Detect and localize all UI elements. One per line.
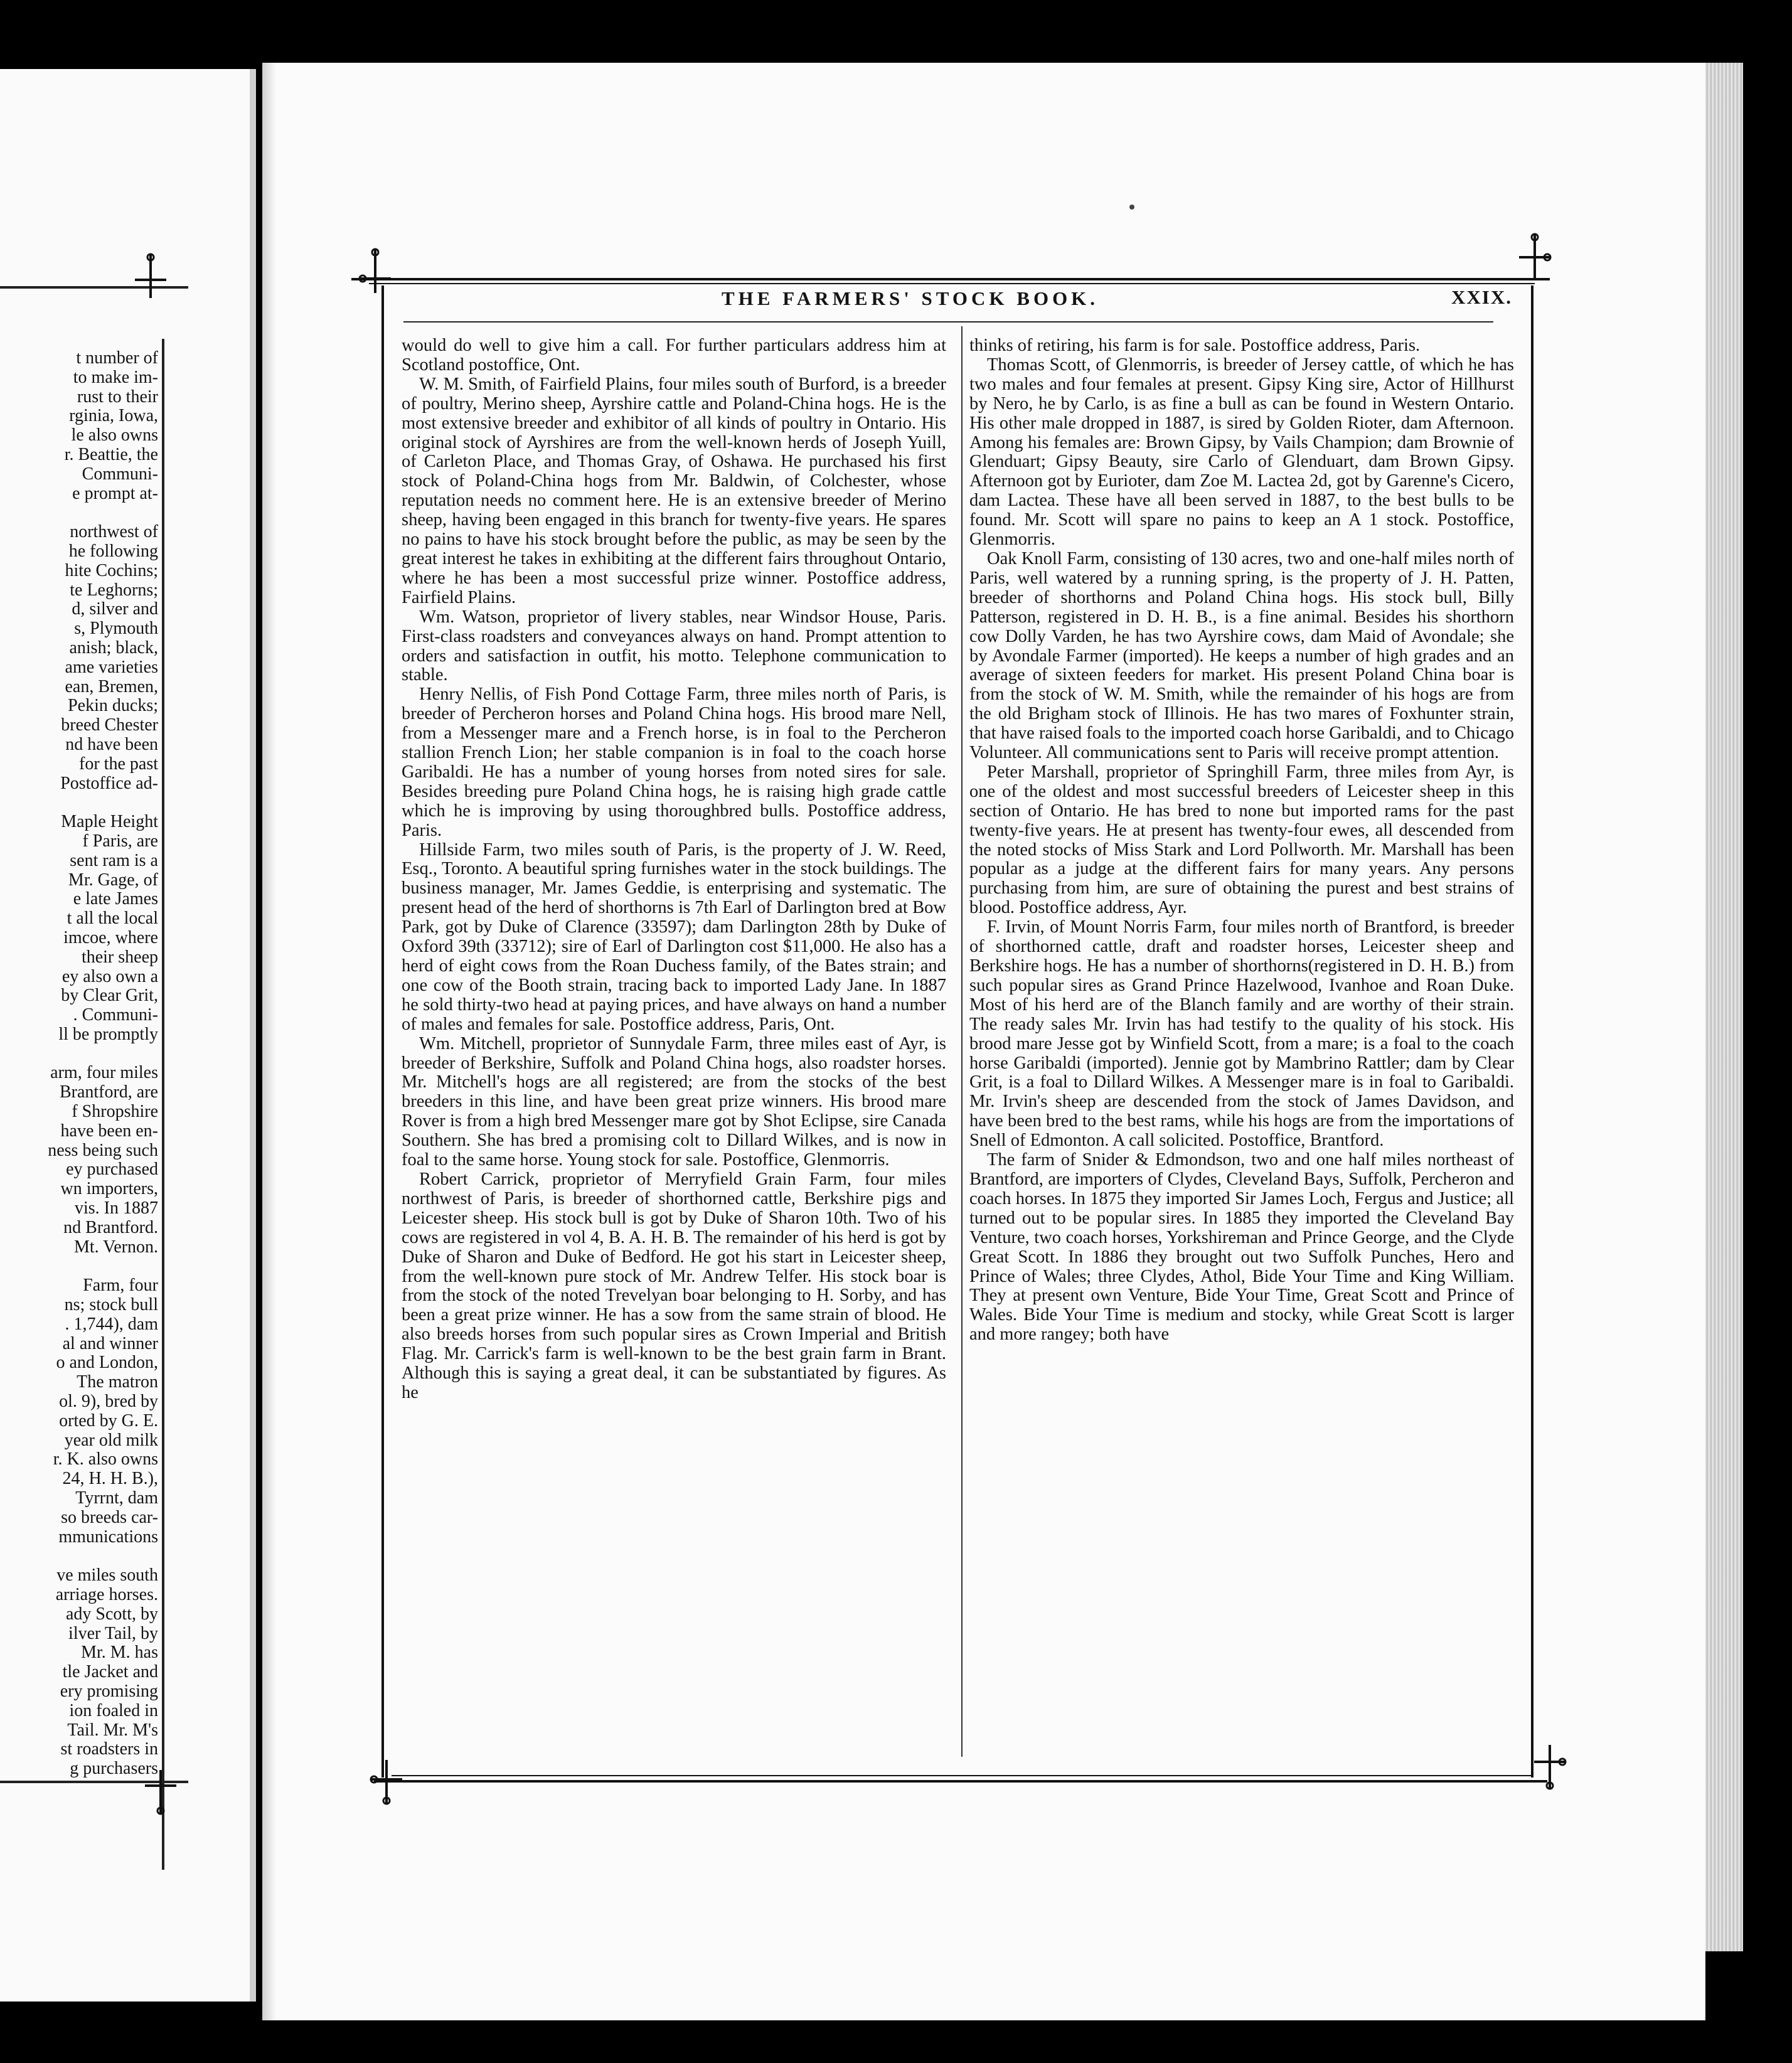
fragment-line: te Leghorns; xyxy=(70,580,158,600)
corner-ornament-top-right xyxy=(1516,231,1554,281)
fragment-line: ey also own a xyxy=(61,966,158,986)
page-title: THE FARMERS' STOCK BOOK. xyxy=(722,287,1099,309)
fragment-line: al and winner xyxy=(62,1333,158,1353)
fragment-line xyxy=(0,1045,158,1064)
frame-rule-left xyxy=(381,285,384,1778)
facing-page-text xyxy=(0,349,158,1779)
fragment-line: wn importers, xyxy=(60,1179,158,1199)
fragment-line: Tail. Mr. M's xyxy=(67,1720,158,1740)
corner-ornament-bottom-right xyxy=(1531,1742,1569,1792)
paragraph: Thomas Scott, of Glenmorris, is breeder of Jersey cattle, of which he has two males and four females at present. Gipsy King sire, Actor of Hillhurst by Nero, he by Carlo, is as fine a bull as can be found in Western Ontario. His other male dropped in 1887, is sired by Golden Rioter, dam Afternoon. Among his females are: Brown Gipsy, by Vails Champion; dam Brownie of Glenduart; Gipsy Beauty, sire Carlo of Glenduart, dam Brown Gipsy. Afternoon got by Eurioter, dam Zoe M. Lactea 2d, got by Garenne's Cicero, dam Lactea. These have all been served in 1887, to the best bulls to be found. Mr. Scott will spare no pains to keep an A 1 stock. Postoffice, Glenmorris. xyxy=(969,354,1514,550)
fragment-line: breed Chester xyxy=(61,715,158,735)
fragment-line: f Paris, are xyxy=(82,831,158,851)
fragment-line: nd have been xyxy=(65,734,158,754)
header-rule xyxy=(403,321,1493,323)
paragraph: Hillside Farm, two miles south of Paris, is the property of J. W. Reed, Esq., Toronto. A beautiful spring furnishes water in the stock buildings. The business manager, Mr. James Geddie, is enterprising and systematic. The present head of the herd of shorthorns is 7th Earl of Darlington bred at Bow Park, got by Duke of Clarence (33597); dam Darlington 28th by Duke of Oxford 39th (33712); sire of Earl of Darlington cost $11,000. He also has a herd of eight cows from the Roan Duchess family, of the Bates strain; and one cow of the Booth strain, tracing back to imported Lady Jane. In 1887 he sold thirty-two head at paying prices, and have always on hand a number of males and females for sale. Postoffice address, Paris, Ont. xyxy=(402,840,946,1034)
fragment-line: to make im- xyxy=(73,367,158,387)
fragment-line: rust to their xyxy=(77,386,158,407)
fragment-line: Maple Height xyxy=(61,812,158,832)
fragment-line xyxy=(0,793,158,813)
fragment-line: 24, H. H. B.), xyxy=(62,1469,158,1489)
page-number: XXIX. xyxy=(1451,286,1512,308)
fragment-line: ns; stock bull xyxy=(64,1295,158,1315)
fragment-line: st roadsters in xyxy=(60,1739,158,1759)
fragment-line: Postoffice ad- xyxy=(60,773,158,793)
fragment-line: o and London, xyxy=(56,1353,158,1373)
paragraph: thinks of retiring, his farm is for sale. Postoffice address, Paris. xyxy=(969,336,1421,355)
fragment-line: their sheep xyxy=(81,947,158,967)
fragment-line: arriage horses. xyxy=(55,1585,158,1604)
fragment-line: Communi- xyxy=(82,464,158,484)
fragment-line: ady Scott, by xyxy=(66,1604,158,1624)
gutter-shadow xyxy=(262,63,276,2020)
fragment-line: he following xyxy=(68,541,158,561)
fragment-line: Mr. M. has xyxy=(81,1643,158,1663)
facing-corner-ornament-bottom xyxy=(142,1767,179,1817)
paragraph: F. Irvin, of Mount Norris Farm, four miles north of Brantford, is breeder of shorthorned cattle, draft and roadster horses, Leicester sheep and Berkshire hogs. He has a number of shorthorns(registered in D. H. B.) from such popular sires as Grand Prince Hazelwood, Ivanhoe and Roan Duke. Most of his herd are of the Blanch family and are worthy of their strain. The ready sales Mr. Irvin has had testify to the quality of his stock. His brood mare Jesse got by Winfield Scott, from a mare; is a foal to the coach horse Garibaldi (imported). Jennie got by Mambrino Rattler; dam by Clear Grit, is a foal to Dillard Wilkes. A Messenger mare is in foal to Garibaldi. Mr. Irvin's sheep are descended from the stock of James Davidson, and have been bred to the best rams, while his hogs are from the importations of Snell of Edmonton. A call solicited. Postoffice, Brantford. xyxy=(969,917,1514,1151)
paragraph: The farm of Snider & Edmondson, two and one half miles northeast of Brantford, are importers of Clydes, Cleveland Bays, Suffolk, Percheron and coach horses. In 1875 they imported Sir James Loch, Fergus and Justice; all turned out to be popular sires. In 1885 they imported the Cleveland Bay Venture, two coach horses, Yorkshireman and Prince George, and the Clyde Great Scott. In 1886 they brought out two Suffolk Punches, Hero and Prince of Wales; three Clydes, Athol, Bide Your Time and King William. They at present own Venture, Bide Your Time, Great Scott and Prince of Wales. Bide Your Time is medium and stocky, while Great Scott is larger and more rangey; both have xyxy=(969,1150,1514,1345)
fragment-line: Mr. Gage, of xyxy=(68,870,158,890)
fragment-line: northwest of xyxy=(70,522,158,542)
frame-rule-right xyxy=(1531,285,1533,1778)
fragment-line: ey purchased xyxy=(66,1159,158,1180)
fragment-line: ean, Bremen, xyxy=(65,676,158,696)
fragment-line: Brantford, are xyxy=(59,1082,158,1102)
fragment-line: ol. 9), bred by xyxy=(59,1392,158,1412)
paragraph: would do well to give him a call. For further particulars address him at Scotland postoffice, Ont. xyxy=(402,336,946,375)
paragraph: Wm. Mitchell, proprietor of Sunnydale Farm, three miles east of Ayr, is breeder of Berkshire, Suffolk and Poland China hogs, also roadster horses. Mr. Mitchell's hogs are all registered; are from the stocks of the best breeders in this line, and have been great prize winners. His brood mare Rover is from a high bred Messenger mare got by Shot Eclipse, sire Canada Southern. She has bred a promising colt to Dillard Wilkes, and is now in foal to the same horse. Young stock for sale. Postoffice, Glenmorris. xyxy=(402,1033,946,1170)
fragment-line: g purchasers xyxy=(70,1759,158,1779)
column-divider xyxy=(961,326,963,1757)
fragment-line: r. K. also owns xyxy=(53,1449,158,1469)
paragraph: Robert Carrick, proprietor of Merryfield Grain Farm, four miles northwest of Paris, is breeder of shorthorned cattle, Berkshire pigs and Leicester sheep. His stock bull is got by Duke of Sharon 10th. Two of his cows are registered in vol 4, B. A. H. B. The remainder of his herd is got by Duke of Sharon and Duke of Bedford. He got his start in Leicester sheep, from the well-known pure stock of Mr. Andrew Telfer. His stock boar is from the stock of the noted Trevelyan boar belonging to H. Sorby, and has been a great prize winner. He has a sow from the same strain of blood. He also breeds horses from such popular sires as Crown Imperial and British Flag. Mr. Carrick's farm is well-known to be the best grain farm in Brant. Although this is saying a great deal, it can be substantiated by figures. As he xyxy=(402,1169,946,1402)
fragment-line: ame varieties xyxy=(65,657,158,677)
page-edges xyxy=(1705,63,1743,1951)
fragment-line: ery promising xyxy=(60,1681,158,1701)
fragment-line: . 1,744), dam xyxy=(65,1314,158,1334)
fragment-line xyxy=(0,503,158,523)
fragment-line: imcoe, where xyxy=(63,927,158,947)
running-head xyxy=(402,284,1512,315)
fragment-line: for the past xyxy=(79,754,158,774)
fragment-line: r. Beattie, the xyxy=(64,444,158,464)
fragment-line: Mt. Vernon. xyxy=(73,1237,158,1257)
paragraph: Wm. Watson, proprietor of livery stables, near Windsor House, Paris. First-class roadsters and conveyances always on hand. Prompt attention to orders and satisfaction in outfit, his motto. Telephone communication to stable. xyxy=(402,607,946,685)
corner-ornament-top-left xyxy=(356,246,394,296)
paragraph: Oak Knoll Farm, consisting of 130 acres, two and one-half miles north of Paris, well watered by a running spring, is the property of J. H. Patten, breeder of shorthorns and Poland China hogs. His stock bull, Billy Patterson, registered in D. H. B., is a fine animal. Besides his shorthorn cow Dolly Varden, he has two Ayrshire cows, dam Maid of Avondale; she by Avondale Farmer (imported). He keeps a number of high grades and an average of sixteen feeders for market. His present Poland China boar is from the stock of W. M. Smith, while the remainder of his hogs are from the old Brigham stock of Illinois. He has two mares of Foxhunter strain, that have raised foals to the imported coach horse Garibaldi, and to Chicago Volunteer. All communications sent to Paris will receive prompt attention. xyxy=(969,548,1514,763)
left-column xyxy=(402,336,946,1403)
frame-rule-bottom xyxy=(374,1780,1547,1783)
fragment-line: e prompt at- xyxy=(72,483,158,503)
facing-corner-ornament-top xyxy=(132,251,169,301)
fragment-line: mmunications xyxy=(58,1527,158,1547)
fragment-line: d, silver and xyxy=(72,599,158,619)
fragment-line: . Communi- xyxy=(73,1005,158,1025)
fragment-line: f Shropshire xyxy=(72,1102,158,1122)
fragment-line: nd Brantford. xyxy=(63,1217,158,1237)
fragment-line: tle Jacket and xyxy=(62,1662,158,1682)
fragment-line: orted by G. E. xyxy=(59,1410,158,1431)
fragment-line: rginia, Iowa, xyxy=(69,406,158,426)
fragment-line: s, Plymouth xyxy=(74,619,158,639)
fragment-line: ilver Tail, by xyxy=(68,1623,158,1643)
frame-rule-bottom-inner xyxy=(392,1775,1533,1776)
fragment-line: ve miles south xyxy=(56,1565,158,1586)
fragment-line xyxy=(0,1547,158,1566)
right-column xyxy=(969,336,1514,1345)
fragment-line: arm, four miles xyxy=(50,1063,158,1083)
paragraph: Peter Marshall, proprietor of Springhill Farm, three miles from Ayr, is one of the oldest and most successful breeders of Leicester sheep in this section of Ontario. He has bred to none but imported rams for the past twenty-five years. He at present has twenty-four ewes, all descended from the noted stocks of Miss Stark and Lord Pollworth. Mr. Marshall has been popular as a judge at the different fairs for many years. Any persons purchasing from him, are sure of obtaining the purest and best strains of blood. Postoffice address, Ayr. xyxy=(969,762,1514,918)
fragment-line: ion foaled in xyxy=(69,1700,158,1720)
fragment-line: anish; black, xyxy=(69,637,158,658)
fragment-line: by Clear Grit, xyxy=(61,986,158,1006)
fragment-line: ness being such xyxy=(48,1140,158,1160)
frame-rule-top xyxy=(351,278,1550,280)
fragment-line: Tyrrnt, dam xyxy=(75,1488,158,1508)
ink-speck xyxy=(1129,205,1134,210)
fragment-line: e late James xyxy=(73,889,158,909)
fragment-line: t number of xyxy=(76,349,158,368)
fragment-line: hite Cochins; xyxy=(65,560,158,580)
paragraph: W. M. Smith, of Fairfield Plains, four miles south of Burford, is a breeder of poultry, Merino sheep, Ayrshire cattle and Poland-China hogs. He is the most extensive breeder and exhibitor of all kinds of poultry in Ontario. His original stock of Ayrshires are from the well-known herds of Joseph Yuill, of Carleton Place, and Thomas Gray, of Oshawa. He purchased his first stock of Poland-China hogs from Mr. Baldwin, of Colchester, whose reputation needs no comment here. He is an extensive breeder of Merino sheep, having been engaged in this branch for twenty-five years. He spares no pains to have his stock brought before the public, as may be seen by the great interest he takes in exhibiting at the different fairs throughout Ontario, where he has been a most successful prize winner. Postoffice address, Fairfield Plains. xyxy=(402,374,946,607)
paragraph: Henry Nellis, of Fish Pond Cottage Farm, three miles north of Paris, is breeder of Percheron horses and Poland China hogs. His brood mare Nell, from a Messenger mare and a French horse, is in foal to the Percheron stallion French Lion; her stable companion is in foal to the coach horse Garibaldi. He has a number of young horses from noted sires for sale. Besides breeding pure Poland China hogs, he is raising high grade cattle which he is improving by using thoroughbred bulls. Postoffice address, Paris. xyxy=(402,685,946,840)
facing-page-fragment xyxy=(0,69,256,2002)
fragment-line: t all the local xyxy=(67,909,158,929)
corner-ornament-bottom-left xyxy=(368,1757,405,1807)
fragment-line: Pekin ducks; xyxy=(68,696,158,716)
fragment-line xyxy=(0,1257,158,1276)
fragment-line: year old milk xyxy=(64,1430,158,1450)
fragment-line: vis. In 1887 xyxy=(75,1198,158,1218)
fragment-line: le also owns xyxy=(71,425,158,445)
fragment-line: so breeds car- xyxy=(61,1507,158,1527)
facing-page-frame-rule xyxy=(162,339,164,1870)
fragment-line: The matron xyxy=(77,1372,158,1392)
fragment-line: sent ram is a xyxy=(70,850,158,870)
fragment-line: have been en- xyxy=(60,1121,158,1141)
fragment-line: ll be promptly xyxy=(58,1024,158,1044)
fragment-line: Farm, four xyxy=(83,1276,158,1296)
